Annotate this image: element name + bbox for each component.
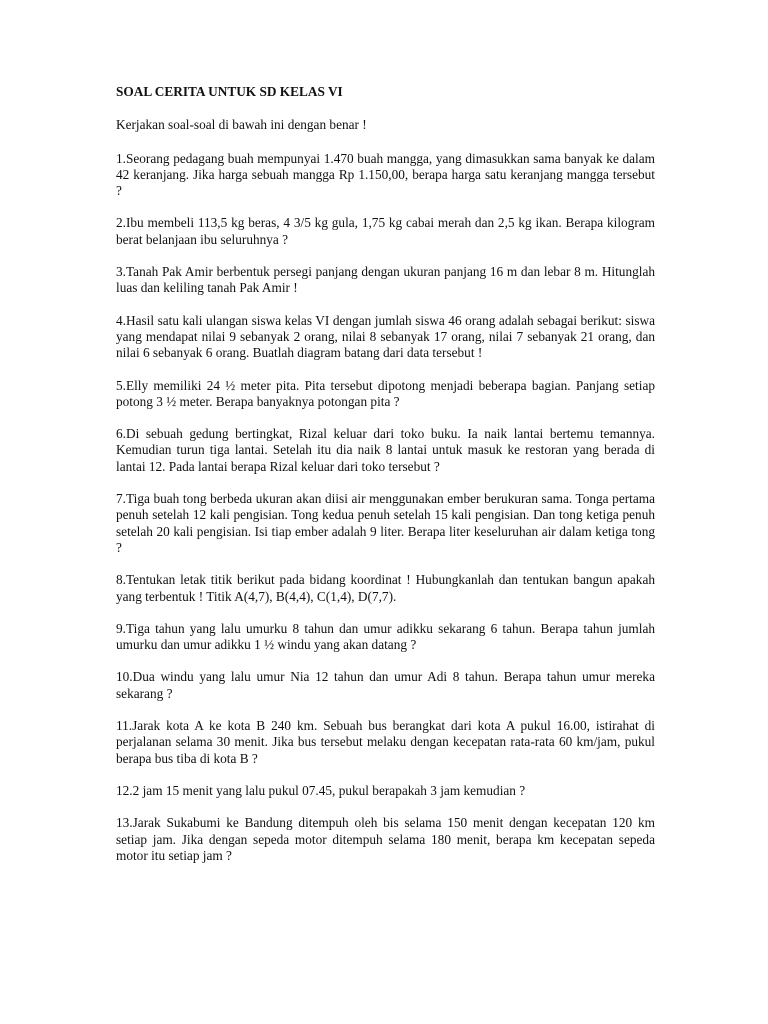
question-13: 13.Jarak Sukabumi ke Bandung ditempuh oleh bis selama 150 menit dengan kecepatan 120 km setiap jam. Jika dengan sepeda motor ditempuh selama 180 menit, berapa km kecepatan sepeda motor itu setiap jam ? xyxy=(116,815,655,863)
question-3: 3.Tanah Pak Amir berbentuk persegi panjang dengan ukuran panjang 16 m dan lebar 8 m. Hitunglah luas dan keliling tanah Pak Amir ! xyxy=(116,264,655,296)
question-4: 4.Hasil satu kali ulangan siswa kelas VI dengan jumlah siswa 46 orang adalah sebagai berikut: siswa yang mendapat nilai 9 sebanyak 2 orang, nilai 8 sebanyak 17 orang, nilai 7 sebanyak 21 orang, dan nilai 6 sebanyak 6 orang. Buatlah diagram batang dari data tersebut ! xyxy=(116,312,655,361)
document-page xyxy=(116,84,655,880)
question-10: 10.Dua windu yang lalu umur Nia 12 tahun dan umur Adi 8 tahun. Berapa tahun umur mereka sekarang ? xyxy=(116,669,655,701)
document-instruction: Kerjakan soal-soal di bawah ini dengan benar ! xyxy=(116,117,367,133)
question-6: 6.Di sebuah gedung bertingkat, Rizal keluar dari toko buku. Ia naik lantai bertemu temannya. Kemudian turun tiga lantai. Setelah itu dia naik 8 lantai untuk masuk ke restoran yang berada di lantai 12. Pada lantai berapa Rizal keluar dari toko tersebut ? xyxy=(116,426,655,474)
question-9: 9.Tiga tahun yang lalu umurku 8 tahun dan umur adikku sekarang 6 tahun. Berapa tahun jumlah umurku dan umur adikku 1 ½ windu yang akan datang ? xyxy=(116,620,655,653)
document-title: SOAL CERITA UNTUK SD KELAS VI xyxy=(116,84,343,99)
question-5: 5.Elly memiliki 24 ½ meter pita. Pita tersebut dipotong menjadi beberapa bagian. Panjang setiap potong 3 ½ meter. Berapa banyaknya potongan pita ? xyxy=(116,377,655,409)
question-7: 7.Tiga buah tong berbeda ukuran akan diisi air menggunakan ember berukuran sama. Tonga pertama penuh setelah 12 kali pengisian. Tong kedua penuh setelah 15 kali pengisian. Dan tong ketiga penuh setelah 20 kali pengisian. Isi tiap ember adalah 9 liter. Berapa liter keseluruhan air dalam ketiga tong ? xyxy=(116,491,655,555)
question-2: 2.Ibu membeli 113,5 kg beras, 4 3/5 kg gula, 1,75 kg cabai merah dan 2,5 kg ikan. Berapa kilogram berat belanjaan ibu seluruhnya ? xyxy=(116,215,655,247)
question-12: 12.2 jam 15 menit yang lalu pukul 07.45, pukul berapakah 3 jam kemudian ? xyxy=(116,782,526,798)
question-11: 11.Jarak kota A ke kota B 240 km. Sebuah bus berangkat dari kota A pukul 16.00, istirahat di perjalanan selama 30 menit. Jika bus tersebut melaku dengan kecepatan rata-rata 60 km/jam, pukul berapa bus tiba di kota B ? xyxy=(116,718,655,766)
question-1: 1.Seorang pedagang buah mempunyai 1.470 buah mangga, yang dimasukkan sama banyak ke dalam 42 keranjang. Jika harga sebuah mangga Rp 1.150,00, berapa harga satu keranjang mangga tersebut ? xyxy=(116,150,655,199)
question-8: 8.Tentukan letak titik berikut pada bidang koordinat ! Hubungkanlah dan tentukan bangun apakah yang terbentuk ! Titik A(4,7), B(4,4), C(1,4), D(7,7). xyxy=(116,572,655,604)
